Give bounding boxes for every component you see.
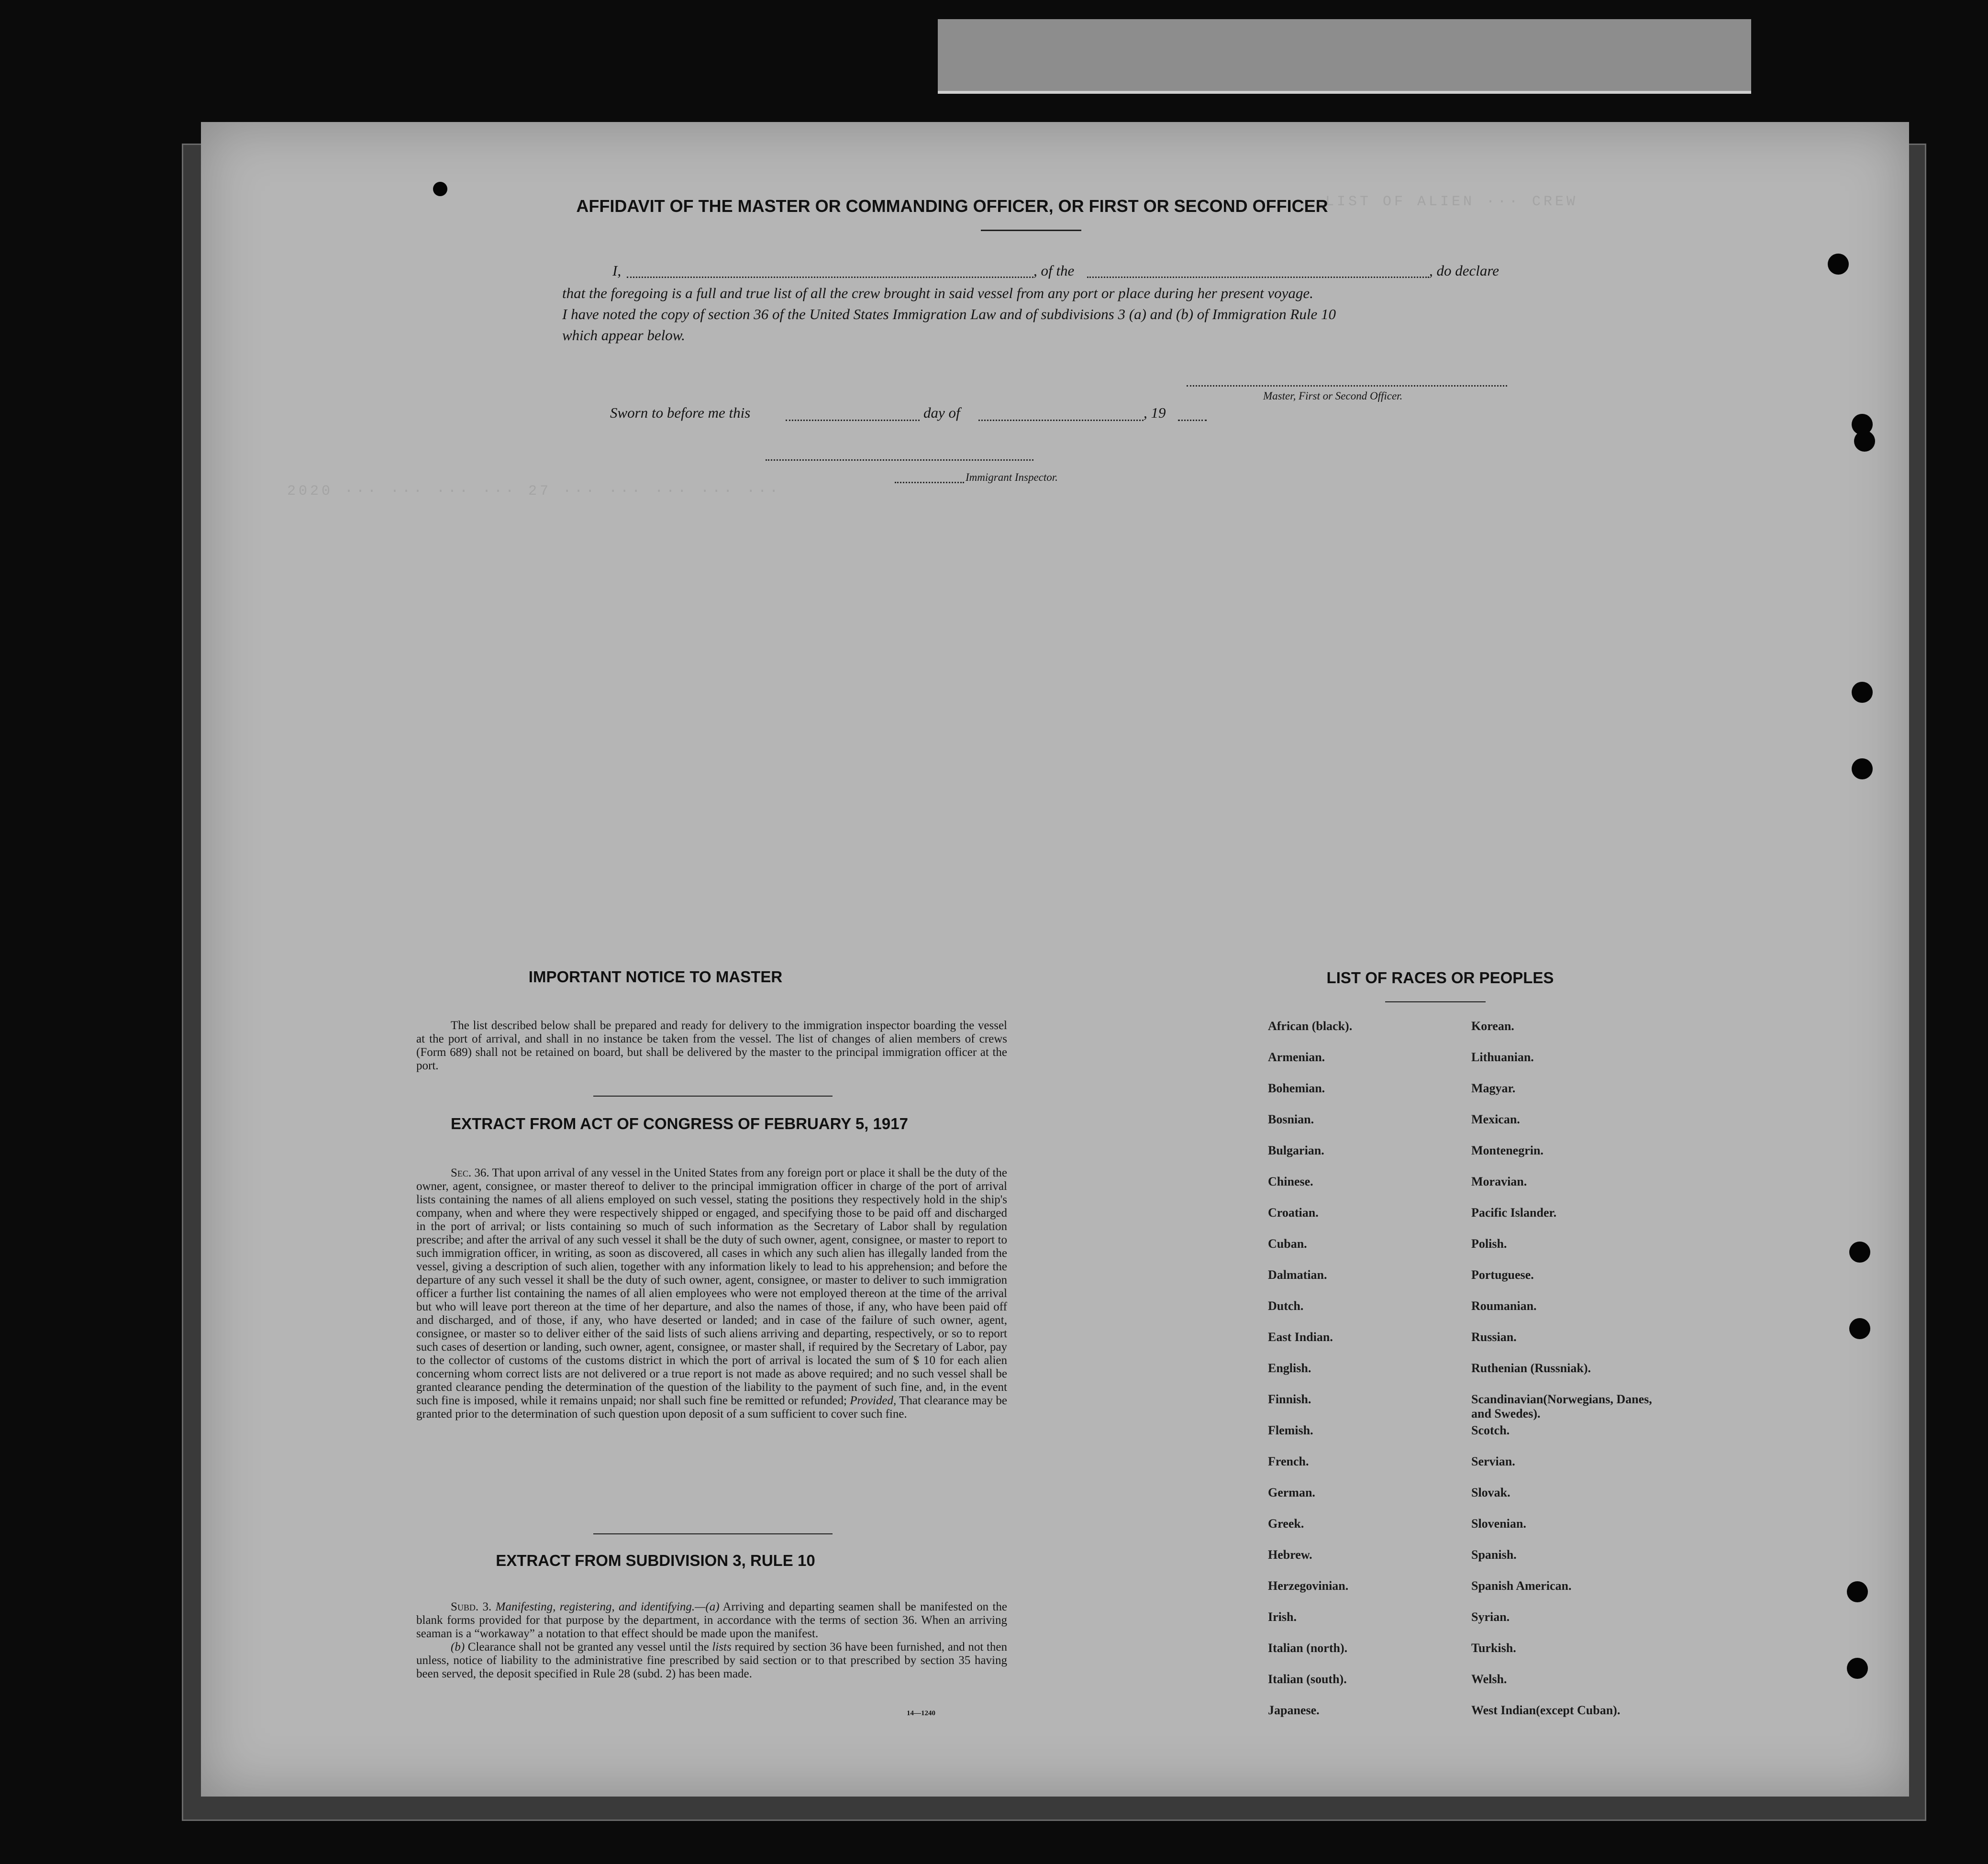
b-label: (b) xyxy=(451,1641,465,1653)
name-blank[interactable] xyxy=(627,277,1033,278)
race-item: Moravian. xyxy=(1471,1175,1527,1188)
subdivision-b-text-1: Clearance shall not be granted any vessel until the xyxy=(467,1641,709,1653)
day-of-label: day of xyxy=(923,404,960,421)
lists-word: lists xyxy=(712,1641,732,1653)
race-item: Chinese. xyxy=(1268,1175,1313,1188)
race-item: Russian. xyxy=(1471,1330,1517,1344)
subdivision-a-text: Arriving and departing seamen shall be manifested on the blank forms provided for that purpose by the department, in accordance with the terms of section 36. When an arriving seaman is a “workaway” a notation to that effect should be made upon the manifest. xyxy=(416,1600,1007,1640)
inspector-dots xyxy=(895,482,964,483)
inspector-caption: Immigrant Inspector. xyxy=(966,471,1058,483)
affidavit-line-2: that the foregoing is a full and true list of all the crew brought in said vessel from any port or place during her present voyage. xyxy=(562,285,1313,301)
race-item: Syrian. xyxy=(1471,1610,1510,1624)
race-item: Bohemian. xyxy=(1268,1081,1325,1095)
race-item: Mexican. xyxy=(1471,1112,1520,1126)
subdivision-b-text-2: required by section 36 have been furnished, and not then unless, notice of liability to the administrative fine prescribed by said section or to that prescribed by section 35 having been served, the deposit specified in Rule 28 (subd. 2) has been made. xyxy=(416,1641,1007,1680)
race-item: Bosnian. xyxy=(1268,1112,1314,1126)
race-item: Italian (north). xyxy=(1268,1641,1348,1655)
punch-hole xyxy=(433,182,447,196)
show-through-text: 2020 ··· ··· ··· ··· 27 ··· ··· ··· ··· ··· xyxy=(287,483,781,499)
punch-hole xyxy=(1847,1581,1868,1602)
race-item: Japanese. xyxy=(1268,1703,1320,1717)
race-item: English. xyxy=(1268,1361,1311,1375)
year-label: , 19 xyxy=(1144,404,1166,421)
races-right-column xyxy=(1471,1019,1653,1734)
provided-word: Provided, xyxy=(850,1394,897,1407)
subdivision-label: Subd. 3. xyxy=(451,1600,492,1613)
race-item: Portuguese. xyxy=(1471,1268,1534,1282)
race-item: East Indian. xyxy=(1268,1330,1333,1344)
races-left-column xyxy=(1268,1019,1352,1734)
rule-extract-paragraph xyxy=(416,1600,1007,1681)
race-item: Scotch. xyxy=(1471,1423,1510,1437)
race-item: German. xyxy=(1268,1486,1315,1499)
race-item: Dutch. xyxy=(1268,1299,1304,1313)
race-item: Slovak. xyxy=(1471,1486,1510,1499)
divider xyxy=(981,230,1081,231)
race-item: Welsh. xyxy=(1471,1672,1507,1686)
race-item: Bulgarian. xyxy=(1268,1143,1324,1157)
race-item: Ruthenian (Russniak). xyxy=(1471,1361,1591,1375)
race-item: Croatian. xyxy=(1268,1206,1319,1220)
punch-hole xyxy=(1849,1318,1870,1339)
race-item: Irish. xyxy=(1268,1610,1297,1624)
notice-title: IMPORTANT NOTICE TO MASTER xyxy=(528,968,783,986)
officer-caption: Master, First or Second Officer. xyxy=(1263,390,1403,402)
race-item: Armenian. xyxy=(1268,1050,1325,1064)
notice-paragraph xyxy=(416,1019,1007,1073)
race-item: Polish. xyxy=(1471,1237,1507,1251)
notice-text: The list described below shall be prepared and ready for delivery to the immigration inspector boarding the vessel at the port of arrival, and shall in no instance be taken from the vessel. The list of changes of alien members of crews (Form 689) shall not be retained on board, but shall be delivered by the master to the principal immigration officer at the port. xyxy=(416,1019,1007,1072)
race-item: African (black). xyxy=(1268,1019,1353,1033)
race-item: Korean. xyxy=(1471,1019,1514,1033)
form-number: 14—1240 xyxy=(907,1709,935,1717)
section-label: Sec. 36. xyxy=(451,1166,489,1179)
divider xyxy=(593,1533,833,1534)
affidavit-line-4: which appear below. xyxy=(562,327,685,344)
races-title: LIST OF RACES OR PEOPLES xyxy=(1326,969,1554,987)
race-item: Roumanian. xyxy=(1471,1299,1537,1313)
race-item: Flemish. xyxy=(1268,1423,1313,1437)
day-blank[interactable] xyxy=(786,420,920,421)
officer-signature-blank[interactable] xyxy=(1187,385,1507,387)
race-item: Hebrew. xyxy=(1268,1548,1312,1562)
vessel-blank[interactable] xyxy=(1087,277,1429,278)
race-item: Spanish. xyxy=(1471,1548,1517,1562)
race-item: Magyar. xyxy=(1471,1081,1516,1095)
divider xyxy=(593,1096,833,1097)
race-item: Spanish American. xyxy=(1471,1579,1572,1593)
act-extract-title: EXTRACT FROM ACT OF CONGRESS OF FEBRUARY 5, 1917 xyxy=(451,1115,908,1132)
inspector-signature-blank[interactable] xyxy=(766,459,1033,461)
document-page xyxy=(201,122,1909,1797)
month-blank[interactable] xyxy=(978,420,1144,421)
race-item: French. xyxy=(1268,1454,1309,1468)
race-item: Turkish. xyxy=(1471,1641,1516,1655)
rule-extract-title: EXTRACT FROM SUBDIVISION 3, RULE 10 xyxy=(496,1552,815,1569)
show-through-text: LIST OF ALIEN ··· CREW xyxy=(1325,194,1578,210)
punch-hole xyxy=(1828,254,1849,275)
section-36-text-end: That clearance may be granted prior to the determination of such question upon deposit of a sum sufficient to cover such fine. xyxy=(416,1394,1007,1420)
sworn-label: Sworn to before me this xyxy=(610,404,751,421)
race-item: Scandinavian(Norwegians, Danes, and Swedes). xyxy=(1471,1392,1652,1420)
punch-hole xyxy=(1847,1658,1868,1679)
race-item: West Indian(except Cuban). xyxy=(1471,1703,1621,1717)
punch-hole xyxy=(1849,1242,1870,1263)
race-item: Slovenian. xyxy=(1471,1517,1526,1531)
affidavit-do-declare: , do declare xyxy=(1429,262,1499,279)
binder-tab xyxy=(938,19,1751,94)
race-item: Herzegovinian. xyxy=(1268,1579,1349,1593)
race-item: Finnish. xyxy=(1268,1392,1311,1406)
race-item: Dalmatian. xyxy=(1268,1268,1327,1282)
race-item: Greek. xyxy=(1268,1517,1304,1531)
race-item: Montenegrin. xyxy=(1471,1143,1544,1157)
affidavit-of-the: , of the xyxy=(1033,262,1075,279)
divider xyxy=(1385,1001,1486,1002)
section-36-text: That upon arrival of any vessel in the United States from any foreign port or place it shall be the duty of the owner, agent, consignee, or master thereof to deliver to the principal immigration officer in charge of the port of arrival lists containing the names of all aliens employed on such vessel, stating the positions they respectively hold in the ship's company, when and where they were respectively shipped or engaged, and specifying those to be paid off and discharged in the port of arrival; or lists containing so much of such information as the Secretary of Labor shall by regulation prescribe; and after the arrival of any such vessel it shall be the duty of such owner, agent, consignee, or master to report to such immigration officer, in writing, as soon as discovered, all cases in which any such alien has illegally landed from the vessel, giving a description of such alien, together with any information likely to lead to his apprehension; and before the departure of any such vessel it shall be the duty of such owner, agent, consignee, or master to deliver to such immigration officer a further list containing the names of all alien employees who were not employed thereon at the time of the arrival but who will leave port thereon at the time of her departure, and also the names of those, if any, who have been paid off and discharged, and of those, if any, who have deserted or landed; and in case of the failure of such owner, agent, consignee, or master so to deliver either of the said lists of such aliens arriving and departing, respectively, or so to report such cases of desertion or landing, such owner, agent, consignee, or master shall, if required by the Secretary of Labor, pay to the collector of customs of the customs district in which the port of arrival is located the sum of $ 10 for each alien concerning whom correct lists are not delivered or a true report is not made as above required; and no such vessel shall be granted clearance pending the determination of the question of the liability to the payment of such fine, and, in the event such fine is imposed, while it remains unpaid; nor shall such fine be remitted or refunded; xyxy=(416,1166,1008,1407)
act-extract-paragraph xyxy=(416,1166,1007,1421)
race-item: Pacific Islander. xyxy=(1471,1206,1557,1220)
affidavit-title: AFFIDAVIT OF THE MASTER OR COMMANDING OFFICER, OR FIRST OR SECOND OFFICER xyxy=(576,196,1328,216)
punch-hole xyxy=(1852,682,1873,703)
subdivision-heading: Manifesting, registering, and identifying.—(a) xyxy=(495,1600,720,1613)
affidavit-i-label: I, xyxy=(612,262,622,279)
race-item: Italian (south). xyxy=(1268,1672,1347,1686)
race-item: Lithuanian. xyxy=(1471,1050,1534,1064)
year-blank[interactable] xyxy=(1178,420,1207,421)
race-item: Cuban. xyxy=(1268,1237,1307,1251)
affidavit-line-3: I have noted the copy of section 36 of the United States Immigration Law and of subdivisions 3 (a) and (b) of Immigration Rule 10 xyxy=(562,306,1336,322)
punch-hole xyxy=(1852,758,1873,779)
punch-hole xyxy=(1854,431,1875,452)
race-item: Servian. xyxy=(1471,1454,1515,1468)
